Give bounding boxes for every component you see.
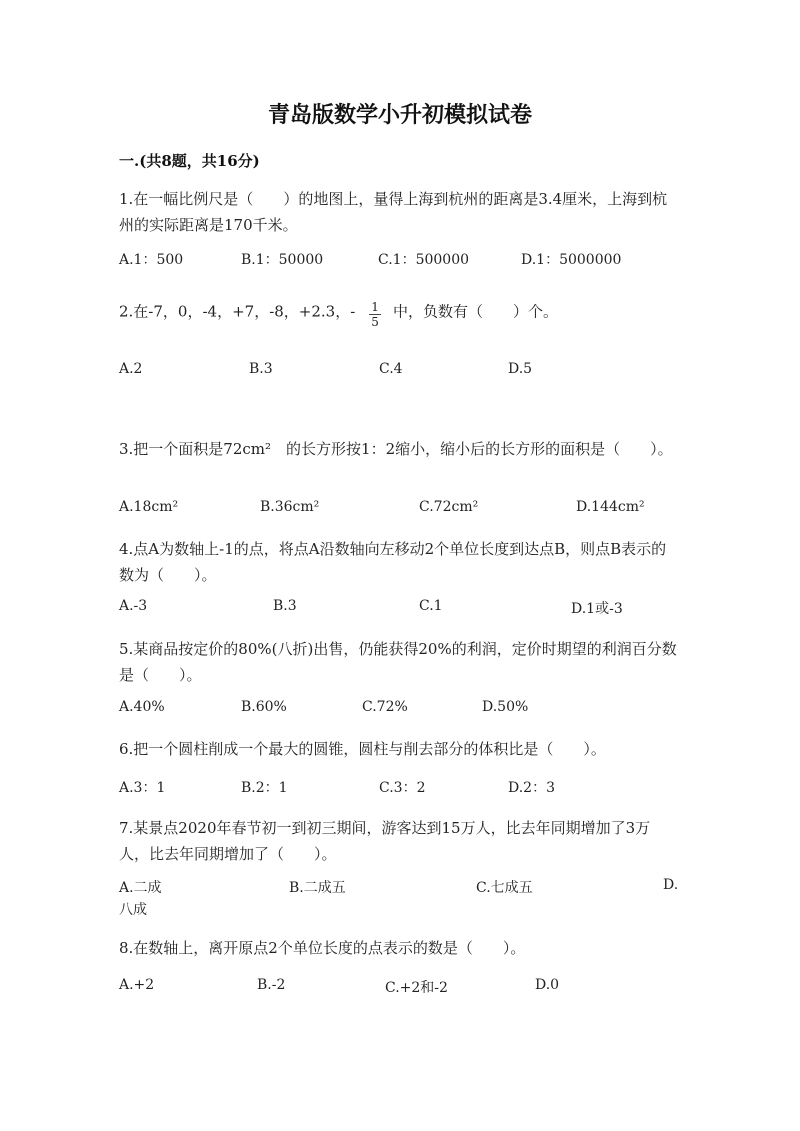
question-8: 8.在数轴上，离开原点2个单位长度的点表示的数是（ ）。 — [119, 939, 526, 957]
option-b[interactable]: B.二成五 — [289, 880, 346, 896]
option-d[interactable]: D.0 — [535, 977, 560, 993]
fraction — [369, 300, 381, 329]
option-d[interactable]: D.2：3 — [508, 780, 555, 796]
question-1-options — [119, 249, 679, 273]
option-b[interactable]: B.2：1 — [241, 780, 288, 796]
question-8-options — [119, 977, 679, 1001]
option-b[interactable]: B.36cm² — [260, 499, 320, 515]
question-2-text-before: 2.在-7，0，-4，+7，-8，+2.3，- — [119, 302, 356, 321]
option-c[interactable]: C.1 — [419, 598, 443, 614]
question-2-text-after: 中，负数有（ ）个。 — [392, 302, 558, 321]
question-7-options-wrap — [119, 899, 679, 923]
option-a[interactable]: A.二成 — [119, 880, 162, 896]
question-7-options — [119, 877, 679, 901]
option-a[interactable]: A.2 — [119, 361, 143, 377]
option-a[interactable]: A.40% — [119, 699, 165, 715]
option-a[interactable]: A.+2 — [119, 977, 155, 993]
option-b[interactable]: B.3 — [273, 598, 297, 614]
fraction-numerator: 1 — [371, 300, 379, 314]
option-b[interactable]: B.3 — [249, 361, 273, 377]
option-d[interactable]: D.5 — [508, 361, 533, 377]
option-c[interactable]: C.72cm² — [419, 499, 479, 515]
question-2-options — [119, 361, 679, 385]
question-3: 3.把一个面积是72cm² 的长方形按1：2缩小，缩小后的长方形的面积是（ ）。 — [119, 440, 673, 458]
fraction-denominator: 5 — [371, 315, 379, 329]
question-4: 4.点A为数轴上-1的点，将点A沿数轴向左移动2个单位长度到达点B，则点B表示的数为（ ）。 — [119, 540, 667, 584]
option-d[interactable]: D.144cm² — [576, 499, 645, 515]
option-c[interactable]: C.1：500000 — [378, 252, 470, 268]
option-c[interactable]: C.72% — [362, 699, 408, 715]
option-a[interactable]: A.-3 — [119, 598, 148, 614]
option-c[interactable]: C.4 — [379, 361, 403, 377]
option-c[interactable]: C.3：2 — [379, 780, 426, 796]
question-7: 7.某景点2020年春节初一到初三期间，游客达到15万人，比去年同期增加了3万人，比去年同期增加了（ ）。 — [119, 819, 651, 863]
question-5-options — [119, 699, 679, 723]
question-2 — [119, 298, 679, 327]
question-6: 6.把一个圆柱削成一个最大的圆锥，圆柱与削去部分的体积比是（ ）。 — [119, 740, 606, 758]
option-d[interactable]: D.1或-3 — [571, 601, 623, 617]
option-d[interactable]: D.50% — [482, 699, 529, 715]
question-1: 1.在一幅比例尺是（ ）的地图上，量得上海到杭州的距离是3.4厘米，上海到杭州的实际距离是170千米。 — [119, 190, 668, 234]
option-a[interactable]: A.3：1 — [119, 780, 166, 796]
option-d[interactable]: D.1：5000000 — [521, 252, 622, 268]
page-title: 青岛版数学小升初模拟试卷 — [267, 102, 532, 128]
option-b[interactable]: B.60% — [241, 699, 287, 715]
section-heading: 一.(共8题，共16分) — [119, 152, 260, 170]
option-c[interactable]: C.+2和-2 — [385, 980, 448, 996]
option-c[interactable]: C.七成五 — [476, 880, 533, 896]
question-5: 5.某商品按定价的80%(八折)出售，仍能获得20%的利润，定价时期望的利润百分数是（ ）。 — [119, 640, 677, 684]
question-6-options — [119, 777, 679, 801]
option-a[interactable]: A.1：500 — [119, 252, 184, 268]
option-d-text[interactable]: 八成 — [119, 902, 147, 918]
option-b[interactable]: B.-2 — [257, 977, 286, 993]
question-3-options — [119, 499, 679, 523]
question-4-options — [119, 598, 679, 622]
option-a[interactable]: A.18cm² — [119, 499, 179, 515]
option-b[interactable]: B.1：50000 — [241, 252, 324, 268]
option-d[interactable]: D. — [663, 877, 679, 893]
